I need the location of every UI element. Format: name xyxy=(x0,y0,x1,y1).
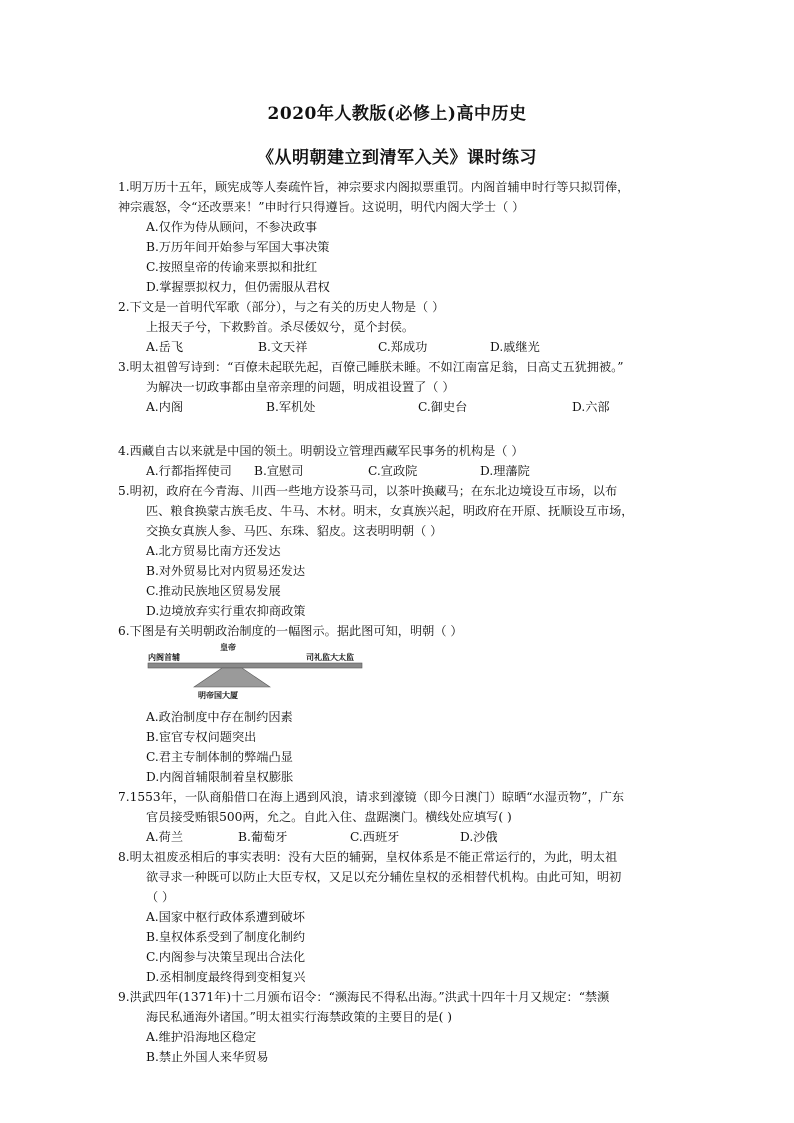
option-b: B.禁止外国人来华贸易 xyxy=(146,1050,269,1064)
options-row xyxy=(118,827,698,847)
balance-diagram xyxy=(146,643,366,705)
diagram-label-left: 内阁首辅 xyxy=(148,652,180,662)
question-stem: 9.洪武四年(1371年)十二月颁布诏令：“濒海民不得私出海。”洪武十四年十月又规定：“禁濒 xyxy=(118,990,610,1004)
option-d: D.边境放弃实行重农抑商政策 xyxy=(146,604,306,618)
diagram-label-right: 司礼监大太监 xyxy=(306,652,354,662)
option-a: A.北方贸易比南方还发达 xyxy=(146,544,281,558)
option-d: D.六部 xyxy=(572,400,610,414)
option-a: A.政治制度中存在制约因素 xyxy=(146,710,293,724)
question-stem: 官员接受贿银500两，允之。自此入住、盘踞澳门。横线处应填写( ) xyxy=(146,810,512,824)
option-c: C.按照皇帝的传谕来票拟和批红 xyxy=(146,260,318,274)
document-subtitle: 《从明朝建立到清军入关》课时练习 xyxy=(257,148,537,168)
option-b: B.万历年间开始参与军国大事决策 xyxy=(146,240,330,254)
question-stem: 交换女真族人参、马匹、东珠、貂皮。这表明明朝（ ） xyxy=(146,524,443,538)
question-stem: 4.西藏自古以来就是中国的领土。明朝设立管理西藏军民事务的机构是（ ） xyxy=(118,444,524,458)
option-b: B.葡萄牙 xyxy=(238,830,288,844)
question-stem: （ ） xyxy=(146,890,175,904)
option-a: A.岳飞 xyxy=(146,340,184,354)
option-b: B.皇权体系受到了制度化制约 xyxy=(146,930,306,944)
option-d: D.丞相制度最终得到变相复兴 xyxy=(146,970,306,984)
option-a: A.仅作为侍从顾问，不参决政事 xyxy=(146,220,318,234)
question-7 xyxy=(118,787,698,847)
question-4 xyxy=(118,441,698,481)
question-stem: 7.1553年，一队商船借口在海上遇到风浪，请求到濠镜（即今日澳门）晾晒“水湿贡物”，广东 xyxy=(118,790,625,804)
question-stem: 匹、粮食换蒙古族毛皮、牛马、木材。明末，女真族兴起，明政府在开原、抚顺设互市场， xyxy=(146,504,634,518)
diagram-label-bottom: 明帝国大厦 xyxy=(198,690,238,700)
diagram-label-top: 皇帝 xyxy=(220,642,236,652)
balance-fulcrum xyxy=(194,668,270,687)
option-a: A.荷兰 xyxy=(146,830,184,844)
option-c: C.内阁参与决策呈现出合法化 xyxy=(146,950,306,964)
balance-beam xyxy=(148,663,362,668)
option-d: D.沙俄 xyxy=(460,830,498,844)
option-b: B.文天祥 xyxy=(258,340,308,354)
option-b: B.军机处 xyxy=(266,400,316,414)
option-b: B.宦官专权问题突出 xyxy=(146,730,257,744)
options-row xyxy=(118,397,698,417)
question-stem: 3.明太祖曾写诗到：“百僚未起联先起，百僚己睡朕未睡。不如江南富足翁，日高丈五犹拥被。” xyxy=(118,360,624,374)
option-c: C.郑成功 xyxy=(378,340,428,354)
quoted-song: 上报天子兮，下救黔首。杀尽倭奴兮，觅个封侯。 xyxy=(146,320,415,334)
option-a: A.行都指挥使司 xyxy=(146,464,232,478)
option-c: C.西班牙 xyxy=(350,830,400,844)
question-1 xyxy=(118,177,698,297)
document-title: 2020年人教版(必修上)高中历史 xyxy=(267,104,527,124)
question-stem: 欲寻求一种既可以防止大臣专权，又足以充分辅佐皇权的丞相替代机构。由此可知，明初 xyxy=(146,870,622,884)
question-5 xyxy=(118,481,698,621)
question-list xyxy=(118,177,698,1067)
question-stem: 为解决一切政事都由皇帝亲理的问题，明成祖设置了（ ） xyxy=(146,380,455,394)
blank-gap xyxy=(118,417,698,441)
option-a: A.维护沿海地区稳定 xyxy=(146,1030,257,1044)
option-b: B.对外贸易比对内贸易还发达 xyxy=(146,564,306,578)
question-stem: 1.明万历十五年，顾宪成等人奏疏忤旨，神宗要求内阁拟票重罚。内阁首辅申时行等只拟罚俸， xyxy=(118,180,630,194)
question-9 xyxy=(118,987,698,1067)
question-stem: 神宗震怒，令“还改票来！”申时行只得遵旨。这说明，明代内阁大学士（ ） xyxy=(118,200,525,214)
option-a: A.内阁 xyxy=(146,400,184,414)
question-stem: 2.下文是一首明代军歌（部分），与之有关的历史人物是（ ） xyxy=(118,300,445,314)
option-c: C.君主专制体制的弊端凸显 xyxy=(146,750,293,764)
option-d: D.掌握票拟权力，但仍需服从君权 xyxy=(146,280,330,294)
options-row xyxy=(118,461,698,481)
option-d: D.内阁首辅限制着皇权膨胀 xyxy=(146,770,294,784)
option-a: A.国家中枢行政体系遭到破坏 xyxy=(146,910,305,924)
question-stem: 6.下图是有关明朝政治制度的一幅图示。据此图可知，明朝（ ） xyxy=(118,624,463,638)
question-stem: 海民私通海外诸国。”明太祖实行海禁政策的主要目的是( ) xyxy=(146,1010,453,1024)
option-b: B.宣慰司 xyxy=(254,464,304,478)
option-c: C.宣政院 xyxy=(368,464,418,478)
option-d: D.戚继光 xyxy=(490,340,540,354)
question-8 xyxy=(118,847,698,987)
question-stem: 5.明初，政府在今青海、川西一些地方设茶马司，以茶叶换藏马；在东北边境设互市场，以布 xyxy=(118,484,618,498)
option-c: C.推动民族地区贸易发展 xyxy=(146,584,281,598)
question-stem: 8.明太祖废丞相后的事实表明：没有大臣的辅弼，皇权体系是不能正常运行的，为此，明太祖 xyxy=(118,850,618,864)
option-c: C.御史台 xyxy=(418,400,468,414)
question-6 xyxy=(118,621,698,787)
question-3 xyxy=(118,357,698,417)
option-d: D.理藩院 xyxy=(480,464,530,478)
options-row xyxy=(118,337,698,357)
question-2 xyxy=(118,297,698,357)
